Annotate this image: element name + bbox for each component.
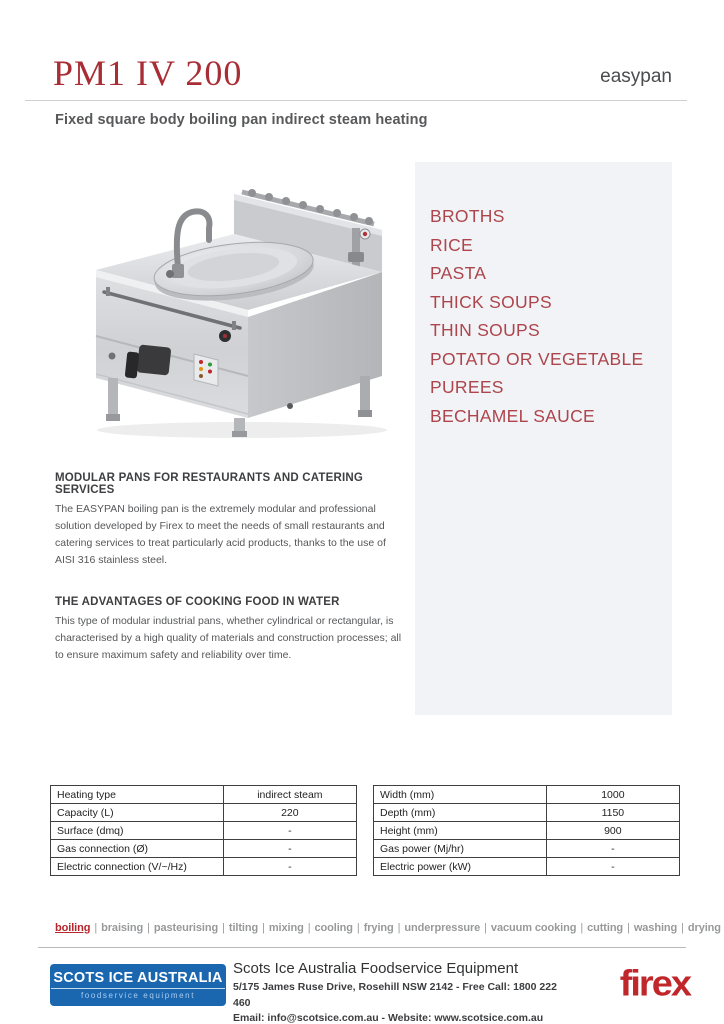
section-advantages <box>55 596 407 664</box>
nav-separator: | <box>397 922 401 934</box>
category-braising[interactable]: braising <box>101 922 144 934</box>
category-washing[interactable]: washing <box>633 922 678 934</box>
spec-value: 1000 <box>546 786 679 804</box>
firex-logo: firex <box>619 964 690 1004</box>
category-mixing[interactable]: mixing <box>268 922 304 934</box>
nav-separator: | <box>307 922 311 934</box>
category-frying[interactable]: frying <box>363 922 394 934</box>
footer-address: 5/175 James Ruse Drive, Rosehill NSW 2142 - Free Call: 1800 222 460 <box>233 981 557 1009</box>
nav-separator: | <box>356 922 360 934</box>
spec-label: Capacity (L) <box>51 804 224 822</box>
application-item: THIN SOUPS <box>430 320 540 340</box>
section-modular-pans <box>55 472 407 569</box>
boiling-pan-illustration <box>82 168 396 440</box>
application-item: PASTA <box>430 263 487 283</box>
application-item: RICE <box>430 234 474 255</box>
spec-label: Electric power (kW) <box>374 858 547 876</box>
spec-value: - <box>546 840 679 858</box>
scots-ice-logo-tagline: foodservice equipment <box>80 990 196 1000</box>
footer-contact-line: Email: info@scotsice.com.au - Website: www.scotsice.com.au <box>233 1012 544 1024</box>
footer-company-name: Scots Ice Australia Foodservice Equipment <box>233 960 519 977</box>
table-row <box>51 840 357 858</box>
section-heading: THE ADVANTAGES OF COOKING FOOD IN WATER <box>55 596 340 608</box>
application-item: BROTHS <box>430 206 505 226</box>
nav-separator: | <box>580 922 584 934</box>
application-item: BECHAMEL SAUCE <box>430 405 595 426</box>
spec-value: 220 <box>223 804 356 822</box>
table-row <box>374 804 680 822</box>
table-row <box>51 786 357 804</box>
nav-separator: | <box>222 922 225 934</box>
nav-separator: | <box>627 922 630 934</box>
spec-value: 900 <box>546 822 679 840</box>
page-title: PM1 IV 200 <box>53 53 243 93</box>
spec-value: - <box>223 840 356 858</box>
spec-value: 1150 <box>546 804 679 822</box>
table-row <box>374 858 680 876</box>
product-line-name: easypan <box>600 66 672 87</box>
nav-separator: | <box>484 922 487 934</box>
category-boiling[interactable]: boiling <box>55 922 91 934</box>
spec-value: - <box>223 822 356 840</box>
header-divider <box>25 100 687 101</box>
category-vacuum-cooking[interactable]: vacuum cooking <box>490 922 577 934</box>
table-row <box>51 822 357 840</box>
table-row <box>374 786 680 804</box>
nav-separator: | <box>681 922 684 934</box>
spec-tables <box>50 785 680 876</box>
spec-value: - <box>546 858 679 876</box>
application-item: POTATO OR VEGETABLE <box>430 348 644 369</box>
category-pasteurising[interactable]: pasteurising <box>153 922 219 934</box>
section-body: The EASYPAN boiling pan is the extremely modular and professional solution developed by Firex to meet the needs of small restaurants and catering services to treat particularly acid products, thanks to the use of AISI 316 stainless steel. <box>55 503 386 566</box>
spec-label: Electric connection (V/~/Hz) <box>51 858 224 876</box>
spec-value: - <box>223 858 356 876</box>
scots-ice-logo <box>50 964 226 1006</box>
spec-label: Height (mm) <box>374 822 547 840</box>
spec-value: indirect steam <box>223 786 356 804</box>
spec-label: Gas power (Mj/hr) <box>374 840 547 858</box>
table-row <box>374 822 680 840</box>
product-image <box>82 168 396 440</box>
product-subtitle: Fixed square body boiling pan indirect steam heating <box>55 112 428 128</box>
footer-divider <box>38 947 686 948</box>
spec-table-left <box>50 785 357 876</box>
table-row <box>51 858 357 876</box>
section-heading: MODULAR PANS FOR RESTAURANTS AND CATERING SERVICES <box>55 472 364 496</box>
category-cooling[interactable]: cooling <box>314 922 353 934</box>
category-nav <box>55 922 721 934</box>
category-drying[interactable]: drying <box>687 922 721 934</box>
spec-label: Depth (mm) <box>374 804 547 822</box>
spec-label: Heating type <box>51 786 224 804</box>
description-sections <box>55 472 407 664</box>
spec-table-right <box>373 785 680 876</box>
spec-label: Surface (dmq) <box>51 822 224 840</box>
applications-panel <box>415 162 672 715</box>
scots-ice-logo-title: SCOTS ICE AUSTRALIA <box>51 971 224 989</box>
spec-label: Width (mm) <box>374 786 547 804</box>
category-underpressure[interactable]: underpressure <box>404 922 481 934</box>
nav-separator: | <box>147 922 150 934</box>
nav-separator: | <box>94 922 98 934</box>
spec-label: Gas connection (Ø) <box>51 840 224 858</box>
section-body: This type of modular industrial pans, whether cylindrical or rectangular, is characterised by a high quality of materials and construction processes; all to ensure maximum safety and reliability over time. <box>55 615 402 661</box>
table-row <box>51 804 357 822</box>
application-item: PUREES <box>430 377 504 397</box>
nav-separator: | <box>262 922 265 934</box>
category-cutting[interactable]: cutting <box>587 922 624 934</box>
category-tilting[interactable]: tilting <box>228 922 259 934</box>
table-row <box>374 840 680 858</box>
application-item: THICK SOUPS <box>430 291 552 312</box>
footer-contact-block <box>233 960 573 1024</box>
